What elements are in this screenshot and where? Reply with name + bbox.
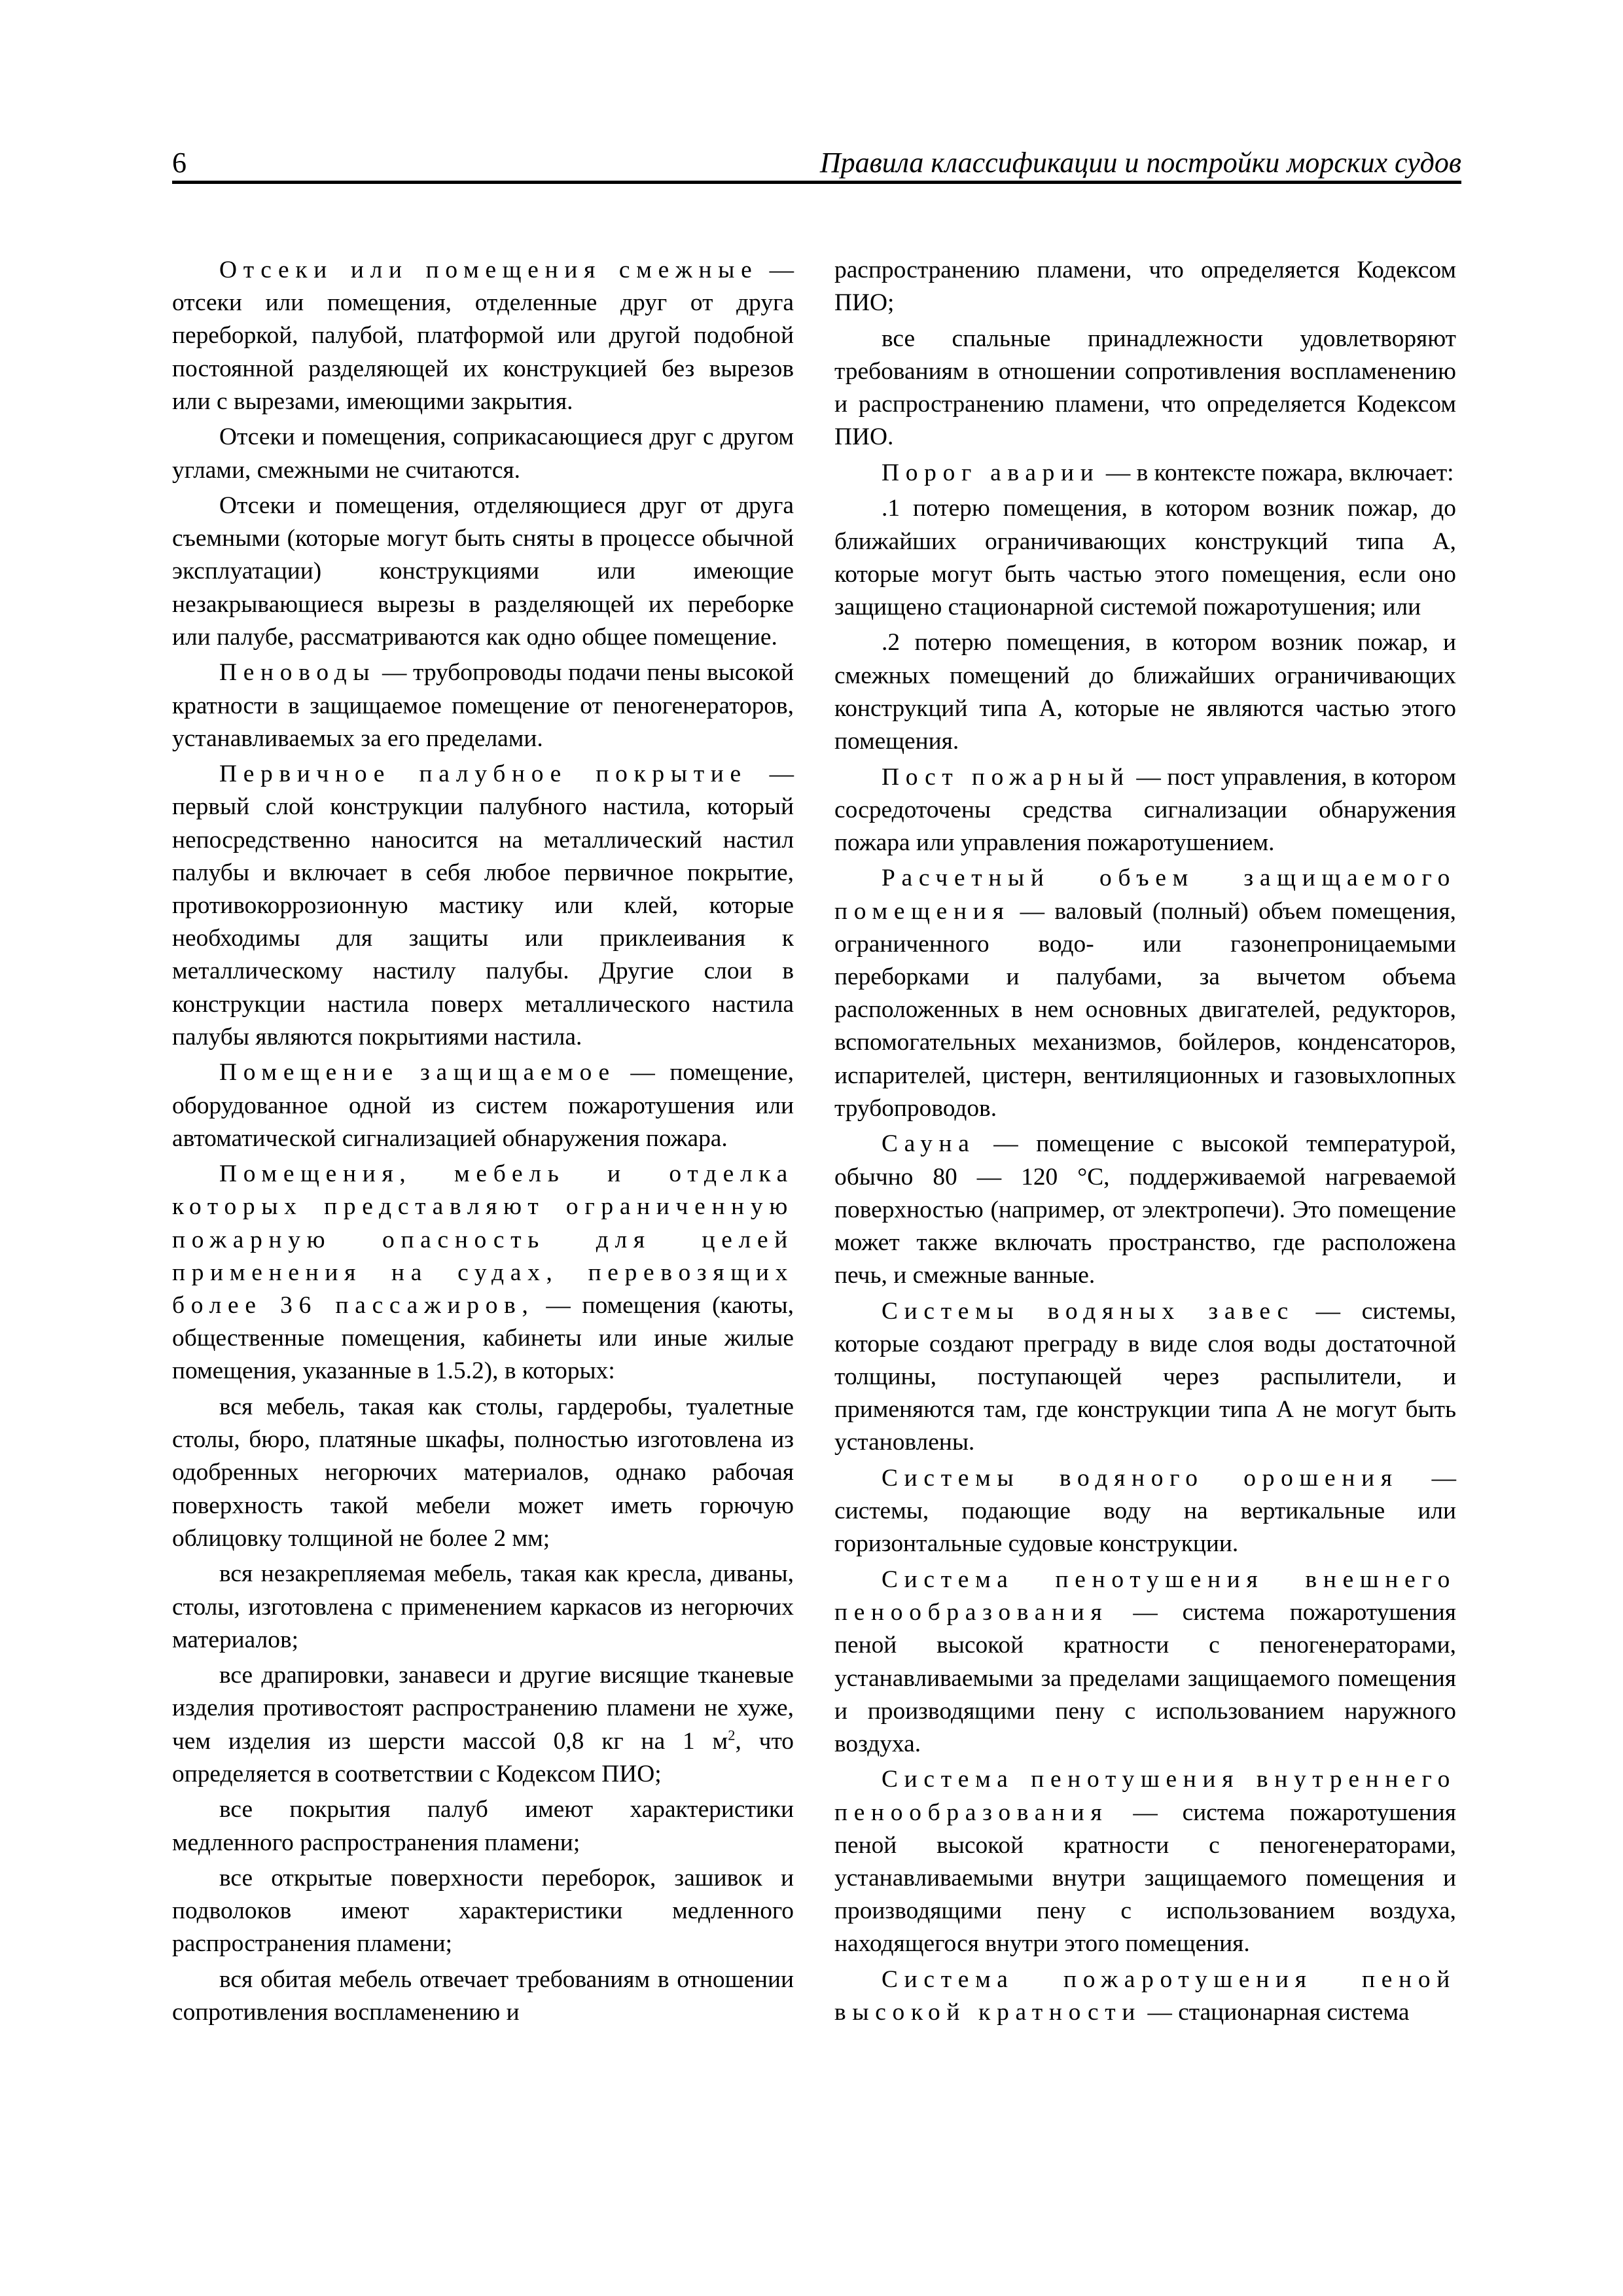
text-paragraph xyxy=(834,323,1456,454)
defined-term: Первичное палубное покрытие xyxy=(219,761,747,788)
paragraph-text: — система пожаротушения пеной высокой кратности с пеногенераторами, устанавливаемыми за пределами защищаемого помещения и производящими пену с использованием наружного воздуха. xyxy=(834,1599,1456,1757)
defined-term: Пост пожарный xyxy=(882,763,1130,791)
page-number: 6 xyxy=(172,147,187,179)
defined-term: Отсеки или помещения смежные xyxy=(219,257,758,283)
defined-term: Пеноводы xyxy=(219,659,376,687)
text-paragraph xyxy=(172,1558,794,1657)
paragraph-text: вся незакрепляемая мебель, такая как кресла, диваны, столы, изготовлена с применением каркасов из негорючих материалов; xyxy=(172,1560,794,1653)
text-paragraph xyxy=(834,254,1456,319)
defined-term: Помещения, мебель и отделка которых представляют ограниченную пожарную опасность для целей применения на судах, перевозящих более 36 пассажиров, xyxy=(172,1160,794,1319)
paragraph-text: — помещения (каюты, общественные помещения, кабинеты или иные жилые помещения, указанные в 1.5.2), в которых: xyxy=(172,1292,794,1385)
defined-term: Порог аварии xyxy=(882,459,1100,486)
page-header xyxy=(172,145,1461,184)
text-paragraph xyxy=(172,1391,794,1555)
defined-term: Системы водяных завес xyxy=(882,1297,1294,1325)
definition-paragraph xyxy=(172,1158,794,1388)
paragraph-text: — системы, которые создают преграду в виде слоя воды достаточной толщины, поступающей через распылители, и применяются там, где конструкции типа А не могут быть установлены. xyxy=(834,1297,1457,1456)
paragraph-text: — стационарная система xyxy=(1141,1999,1410,2026)
paragraph-text: — помещение с высокой температурой, обычно 80 — 120 °С, поддерживаемой нагреваемой поверхностью (например, от электропечи). Это помещение может также включать пространство, где расположена печь, и смежные ванные. xyxy=(834,1130,1456,1289)
definition-paragraph xyxy=(834,862,1456,1125)
paragraph-text: все спальные принадлежности удовлетворяют требованиям в отношении сопротивления воспламенению и распространению пламени, что определяется Кодексом ПИО. xyxy=(834,325,1456,451)
paragraph-text: — трубопроводы подачи пены высокой кратности в защищаемое помещение от пеногенераторов, устанавливаемых за его пределами. xyxy=(172,659,794,752)
defined-term: Системы водяного орошения xyxy=(882,1464,1399,1492)
paragraph-text: — пост управления, в котором сосредоточены средства сигнализации обнаружения пожара или управления пожаротушением. xyxy=(834,763,1457,856)
definition-paragraph xyxy=(172,254,794,418)
definition-paragraph xyxy=(834,1462,1456,1561)
running-title: Правила классификации и постройки морских судов xyxy=(819,147,1461,179)
paragraph-text: вся обитая мебель отвечает требованиям в отношении сопротивления воспламенению и xyxy=(172,1965,794,2026)
paragraph-text: .2 потерю помещения, в котором возник пожар, и смежных помещений до ближайших ограничивающих конструкций типа А, которые не являются частью этого помещения. xyxy=(834,629,1456,755)
definition-paragraph xyxy=(834,761,1456,860)
paragraph-text: распространению пламени, что определяется Кодексом ПИО; xyxy=(834,257,1456,317)
defined-term: Система пенотушения внешнего пенообразования xyxy=(834,1566,1456,1626)
definition-paragraph xyxy=(834,1128,1456,1292)
paragraph-text: — помещение, оборудованное одной из систем пожаротушения или автоматической сигнализацией обнаружения пожара. xyxy=(172,1059,794,1152)
defined-term: Система пенотушения внутреннего пенообразования xyxy=(834,1766,1456,1826)
definition-paragraph xyxy=(172,656,794,755)
definition-paragraph xyxy=(834,1295,1456,1460)
paragraph-text: — валовый (полный) объем помещения, ограниченного водо- или газонепроницаемыми переборками и палубами, за вычетом объема расположенных в нем основных двигателей, редукторов, вспомогательных механизмов, бойлеров, конденсаторов, испарителей, цистерн, вентиляционных и газовыхлопных трубопроводов. xyxy=(834,897,1456,1122)
superscript: 2 xyxy=(728,1727,736,1744)
right-text-column xyxy=(834,254,1456,2032)
text-paragraph xyxy=(172,1793,794,1859)
text-paragraph xyxy=(172,1659,794,1791)
defined-term: Расчетный объем защищаемого помещения xyxy=(834,865,1456,925)
definition-paragraph xyxy=(834,1964,1456,2029)
definition-paragraph xyxy=(172,758,794,1054)
text-paragraph xyxy=(172,1964,794,2029)
paragraph-text: все покрытия палуб имеют характеристики медленного распространения пламени; xyxy=(172,1796,794,1856)
defined-term: Сауна xyxy=(882,1130,976,1158)
paragraph-text: — система пожаротушения пеной высокой кратности с пеногенераторами, устанавливаемыми внутри защищаемого помещения и производящими пену с использованием воздуха, находящегося внутри этого помещения. xyxy=(834,1799,1456,1958)
defined-term: Система пожаротушения пеной высокой кратности xyxy=(834,1965,1456,2026)
text-paragraph xyxy=(834,626,1456,758)
definition-paragraph xyxy=(834,1564,1456,1761)
left-text-column xyxy=(172,254,794,2032)
text-paragraph xyxy=(172,421,794,486)
text-paragraph xyxy=(172,1862,794,1961)
paragraph-text: — в контексте пожара, включает: xyxy=(1099,459,1454,486)
paragraph-text: — системы, подающие воду на вертикальные или горизонтальные судовые конструкции. xyxy=(834,1464,1456,1558)
paragraph-text-after: , что определяется в соответствии с Кодексом ПИО; xyxy=(172,1727,794,1787)
text-paragraph xyxy=(172,490,794,654)
paragraph-text: вся мебель, такая как столы, гардеробы, туалетные столы, бюро, платяные шкафы, полностью изготовлена из одобренных негорючих материалов, однако рабочая поверхность такой мебели может иметь горючую облицовку толщиной не более 2 мм; xyxy=(172,1393,794,1552)
paragraph-text: Отсеки и помещения, отделяющиеся друг от друга съемными (которые могут быть сняты в процессе обычной эксплуатации) конструкциями или имеющие незакрывающиеся вырезы в разделяющей их переборке или палубе, рассматриваются как одно общее помещение. xyxy=(172,492,794,651)
definition-paragraph xyxy=(834,457,1456,490)
paragraph-text: — первый слой конструкции палубного настила, который непосредственно наносится на металлический настил палубы и включает в себя любое первичное покрытие, противокоррозионную мастику или клей, которые необходимы для защиты или приклеивания к металлическому настилу палубы. Другие слои в конструкции настила поверх металлического настила палубы являются покрытиями настила. xyxy=(172,761,794,1050)
paragraph-text: Отсеки и помещения, соприкасающиеся друг с другом углами, смежными не считаются. xyxy=(172,423,794,484)
text-paragraph xyxy=(834,492,1456,624)
paragraph-text: — отсеки или помещения, отделенные друг от друга переборкой, палубой, платформой или другой подобной постоянной разделяющей их конструкцией без вырезов или с вырезами, имеющими закрытия. xyxy=(172,257,794,415)
paragraph-text: все драпировки, занавеси и другие висящие тканевые изделия противостоят распространению пламени не хуже, чем изделия из шерсти массой 0,8 кг на 1 м xyxy=(172,1662,794,1755)
definition-paragraph xyxy=(834,1763,1456,1960)
definition-paragraph xyxy=(172,1056,794,1155)
defined-term: Помещение защищаемое xyxy=(219,1059,616,1086)
paragraph-text: .1 потерю помещения, в котором возник пожар, до ближайших ограничивающих конструкций типа А, которые могут быть частью этого помещения, если оно защищено стационарной системой пожаротушения; или xyxy=(834,495,1456,620)
paragraph-text: все открытые поверхности переборок, зашивок и подволоков имеют характеристики медленного распространения пламени; xyxy=(172,1865,794,1958)
